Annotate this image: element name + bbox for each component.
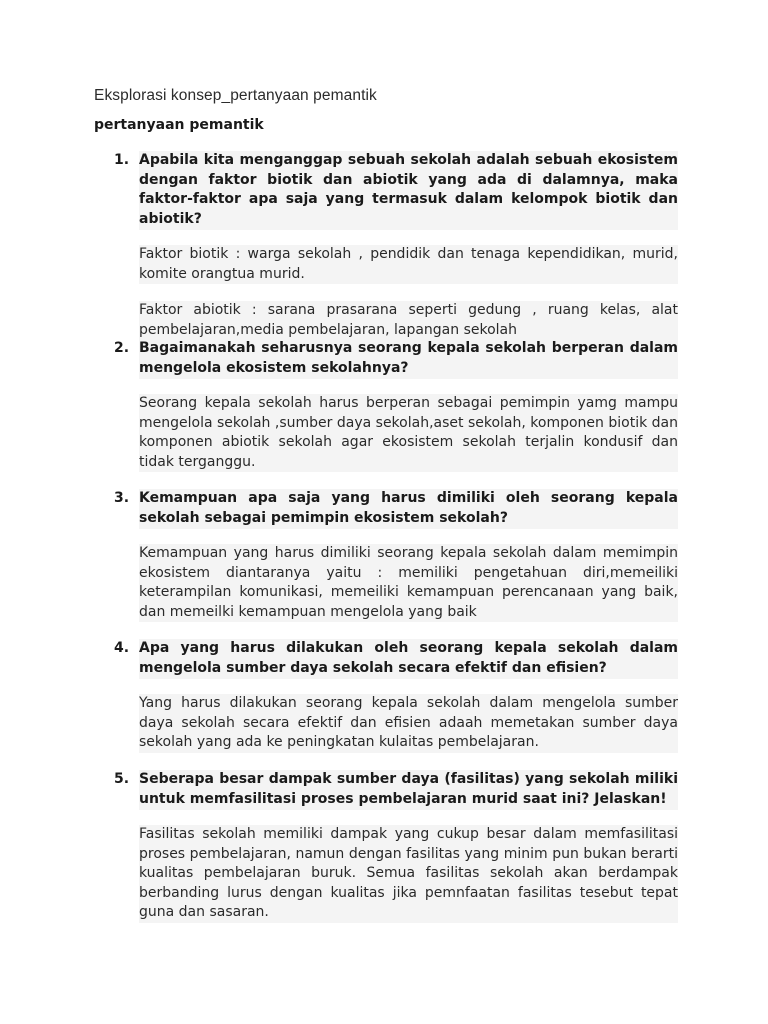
question-text: Kemampuan apa saja yang harus dimiliki oleh seorang kepala sekolah sebagai pemimpin ekosistem sekolah? xyxy=(139,489,678,529)
question-text: Apabila kita menganggap sebuah sekolah adalah sebuah ekosistem dengan faktor biotik dan abiotik yang ada di dalamnya, maka faktor-faktor apa saja yang termasuk dalam kelompok biotik dan abiotik? xyxy=(139,151,678,230)
question-number: 2. xyxy=(114,340,130,356)
document-title: Eksplorasi konsep_pertanyaan pemantik xyxy=(94,87,377,104)
answer-text: Yang harus dilakukan seorang kepala sekolah dalam mengelola sumber daya sekolah secara efektif dan efisien adaah memetakan sumber daya sekolah yang ada ke peningkatan kulaitas pembelajaran. xyxy=(139,694,678,753)
answer-text: Fasilitas sekolah memiliki dampak yang cukup besar dalam memfasilitasi proses pembelajaran, namun dengan fasilitas yang minim pun bukan berarti kualitas pembelajaran buruk. Semua fasilitas sekolah akan berdampak berbanding lurus dengan kualitas jika pemnfaatan fasilitas tesebut tepat guna dan sasaran. xyxy=(139,825,678,923)
question-text: Apa yang harus dilakukan oleh seorang kepala sekolah dalam mengelola sumber daya sekolah secara efektif dan efisien? xyxy=(139,639,678,679)
answer-text: Faktor abiotik : sarana prasarana seperti gedung , ruang kelas, alat pembelajaran,media pembelajaran, lapangan sekolah xyxy=(139,301,678,340)
question-number: 3. xyxy=(114,490,130,506)
question-item xyxy=(114,489,678,622)
question-item xyxy=(114,339,678,472)
answer-text: Faktor biotik : warga sekolah , pendidik dan tenaga kependidikan, murid, komite orangtua murid. xyxy=(139,245,678,284)
answer-text: Seorang kepala sekolah harus berperan sebagai pemimpin yamg mampu mengelola sekolah ,sumber daya sekolah,aset sekolah, komponen biotik dan komponen abiotik sekolah agar ekosistem sekolah terjalin kondusif dan tidak terganggu. xyxy=(139,394,678,472)
question-item xyxy=(114,639,678,753)
question-item xyxy=(114,770,678,923)
question-number: 1. xyxy=(114,152,130,168)
question-number: 5. xyxy=(114,771,130,787)
question-item xyxy=(114,151,678,340)
question-number: 4. xyxy=(114,640,130,656)
question-text: Seberapa besar dampak sumber daya (fasilitas) yang sekolah miliki untuk memfasilitasi proses pembelajaran murid saat ini? Jelaskan! xyxy=(139,770,678,810)
answer-text: Kemampuan yang harus dimiliki seorang kepala sekolah dalam memimpin ekosistem diantaranya yaitu : memiliki pengetahuan diri,memeiliki keterampilan komunikasi, memeiliki kemampuan perencanaan yang baik, dan memeilki kemampuan mengelola yang baik xyxy=(139,544,678,622)
section-heading: pertanyaan pemantik xyxy=(94,117,264,133)
question-text: Bagaimanakah seharusnya seorang kepala sekolah berperan dalam mengelola ekosistem sekolahnya? xyxy=(139,339,678,379)
